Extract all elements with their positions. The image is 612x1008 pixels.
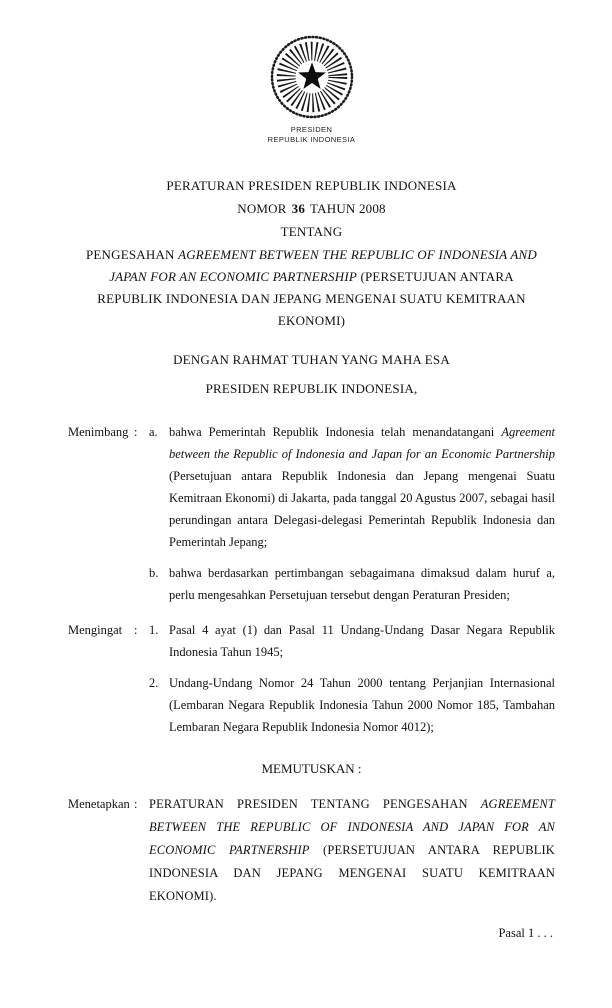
regulation-number-line	[68, 197, 555, 220]
memutuskan-heading: MEMUTUSKAN :	[261, 761, 362, 776]
tentang-label: TENTANG	[280, 224, 343, 239]
item-text: bahwa berdasarkan pertimbangan sebagaimana dimaksud dalam huruf a, perlu mengesahkan Persetujuan tersebut dengan Peraturan Presiden;	[169, 566, 555, 602]
menetapkan-text-prefix: PERATURAN PRESIDEN TENTANG PENGESAHAN	[149, 797, 468, 811]
nomor-value: 36	[291, 201, 306, 216]
page-continuation-mark: Pasal 1 . . .	[498, 926, 553, 940]
mengingat-clause	[68, 619, 555, 738]
menimbang-item-a	[149, 421, 555, 553]
item-marker: 2.	[149, 676, 159, 690]
menimbang-label: Menimbang	[68, 425, 129, 439]
regulation-subject	[79, 244, 545, 332]
document-title-block	[68, 174, 555, 400]
item-text	[169, 421, 555, 553]
mengingat-colon: :	[134, 623, 138, 637]
item-marker: a.	[149, 425, 158, 439]
item-text-italic: Agreement between the Republic of Indonesia and Japan for an Economic Partnership	[169, 425, 556, 461]
menimbang-body	[149, 421, 555, 606]
preamble	[68, 421, 555, 944]
subject-italic-title: AGREEMENT BETWEEN THE REPUBLIC OF INDONESIA AND JAPAN FOR AN ECONOMIC PARTNERSHIP	[109, 247, 538, 284]
tahun-label: TAHUN 2008	[310, 201, 386, 216]
regulation-title: PERATURAN PRESIDEN REPUBLIK INDONESIA	[166, 178, 457, 193]
menimbang-clause	[68, 421, 555, 606]
letterhead-presiden: PRESIDEN	[290, 125, 333, 134]
mengingat-label: Mengingat	[68, 623, 123, 637]
mengingat-body	[149, 619, 555, 738]
letterhead	[68, 34, 555, 144]
mengingat-item-2	[149, 672, 555, 738]
mengingat-item-1	[149, 619, 555, 663]
item-text-prefix: bahwa Pemerintah Republik Indonesia telah menandatangani	[169, 425, 495, 439]
menimbang-item-b	[149, 562, 555, 606]
issuing-authority-line: PRESIDEN REPUBLIK INDONESIA,	[205, 381, 418, 396]
menetapkan-clause	[68, 793, 555, 908]
subject-suffix: (PERSETUJUAN ANTARA REPUBLIK INDONESIA DAN JEPANG MENGENAI SUATU KEMITRAAN EKONOMI)	[97, 269, 526, 328]
menetapkan-text	[149, 793, 555, 908]
item-marker: b.	[149, 566, 159, 580]
menetapkan-colon: :	[134, 797, 138, 811]
subject-prefix: PENGESAHAN	[85, 247, 175, 262]
menetapkan-label: Menetapkan	[68, 797, 130, 811]
item-text: Undang-Undang Nomor 24 Tahun 2000 tentang Perjanjian Internasional (Lembaran Negara Republik Indonesia Tahun 2000 Nomor 185, Tambahan Lembaran Negara Republik Indonesia Nomor 4012);	[169, 676, 555, 734]
invocation-line: DENGAN RAHMAT TUHAN YANG MAHA ESA	[173, 352, 450, 367]
nomor-label: NOMOR	[237, 201, 287, 216]
letterhead-republik-indonesia: REPUBLIK INDONESIA	[267, 134, 356, 144]
menimbang-colon: :	[134, 425, 138, 439]
presidential-star-seal-icon	[269, 34, 355, 120]
item-marker: 1.	[149, 623, 159, 637]
letterhead-caption	[68, 125, 555, 144]
item-text: Pasal 4 ayat (1) dan Pasal 11 Undang-Undang Dasar Negara Republik Indonesia Tahun 1945;	[169, 623, 555, 659]
menetapkan-text-suffix: (PERSETUJUAN ANTARA REPUBLIK INDONESIA DAN JEPANG MENGENAI SUATU KEMITRAAN EKONOMI).	[149, 843, 555, 903]
item-text-suffix: (Persetujuan antara Republik Indonesia dan Jepang mengenai Suatu Kemitraan Ekonomi) di Jakarta, pada tanggal 20 Agustus 2007, sebagai hasil perundingan antara Delegasi-delegasi Pemerintah Republik Indonesia dan Pemerintah Jepang;	[169, 469, 555, 549]
menetapkan-text-italic: AGREEMENT BETWEEN THE REPUBLIC OF INDONESIA AND JAPAN FOR AN ECONOMIC PARTNERSHIP	[149, 797, 555, 857]
